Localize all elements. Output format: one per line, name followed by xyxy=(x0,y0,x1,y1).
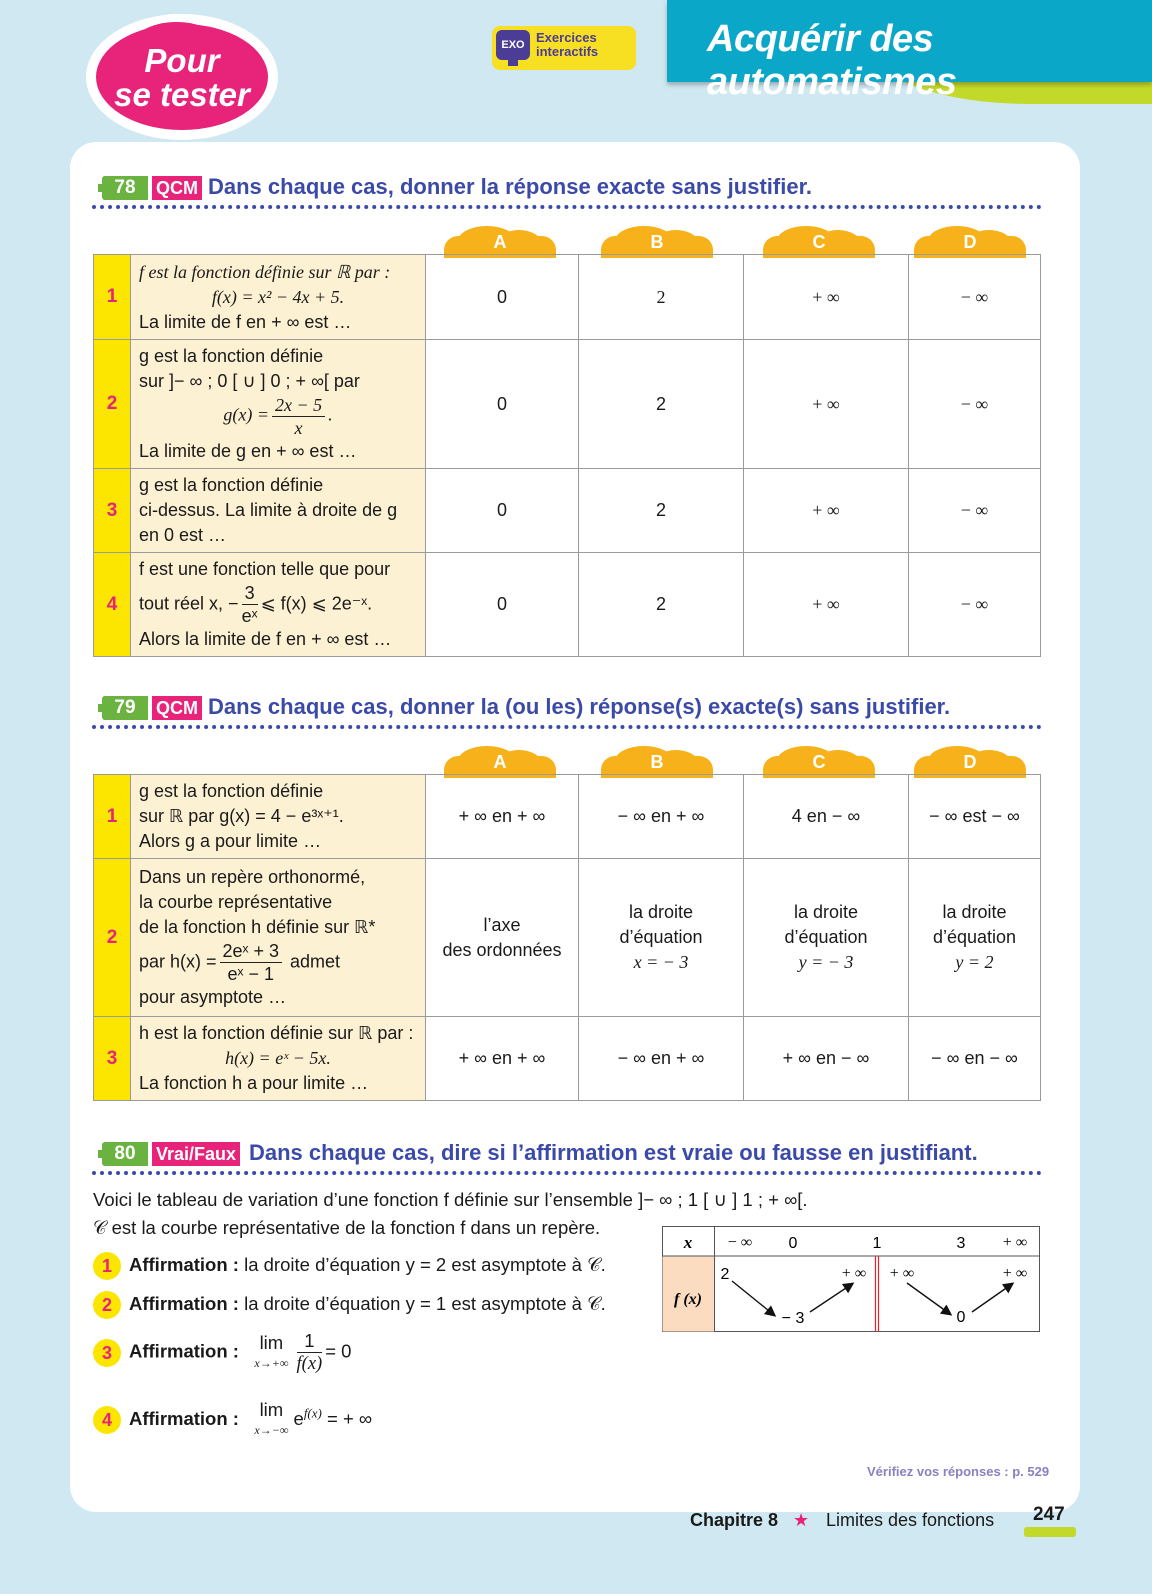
answer-a[interactable]: 0 xyxy=(426,553,579,657)
divider xyxy=(92,1171,1042,1175)
intro-line-1: Voici le tableau de variation d’une fonction f définie sur l’ensemble ]− ∞ ; 1 [ ∪ ] 1 ; + ∞[. xyxy=(93,1189,808,1210)
monitor-icon: EXO xyxy=(496,30,530,60)
table-row xyxy=(94,859,1041,1017)
f-value: 0 xyxy=(956,1309,966,1326)
choice-b-cloud: B xyxy=(601,226,713,256)
affirmation-2: 2 Affirmation : la droite d’équation y = 1 est asymptote à 𝒞. xyxy=(93,1291,606,1319)
section-label: Limites des fonctions xyxy=(826,1510,995,1530)
f-value: + ∞ xyxy=(841,1265,867,1282)
choice-b-cloud: B xyxy=(601,746,713,776)
exercise-title: Dans chaque cas, donner la (ou les) réponse(s) exacte(s) sans justifier. xyxy=(208,694,951,719)
answer-d[interactable]: − ∞ xyxy=(909,469,1041,553)
row-number: 3 xyxy=(94,469,131,553)
exercise-tag: Vrai/Faux xyxy=(152,1142,240,1166)
section-banner xyxy=(667,0,1152,103)
table-row xyxy=(94,469,1041,553)
qcm-79-table xyxy=(93,774,1041,1101)
x-value: 3 xyxy=(956,1235,966,1252)
table-row xyxy=(94,255,1041,340)
answer-d[interactable]: − ∞ en − ∞ xyxy=(909,1017,1041,1101)
badge-line2: se tester xyxy=(114,76,250,113)
f-value: + ∞ xyxy=(889,1265,915,1282)
answer-a[interactable]: l’axe des ordonnées xyxy=(426,859,579,1017)
table-row xyxy=(94,775,1041,859)
exercise-title: Dans chaque cas, dire si l’affirmation est vraie ou fausse en justifiant. xyxy=(249,1140,978,1165)
exercices-interactifs-button[interactable] xyxy=(492,26,636,70)
table-row xyxy=(94,553,1041,657)
page-number-underline xyxy=(1024,1527,1076,1537)
exercise-tag: QCM xyxy=(152,176,202,200)
answer-b[interactable]: − ∞ en + ∞ xyxy=(579,1017,744,1101)
choice-c-cloud: C xyxy=(763,746,875,776)
answer-c[interactable]: + ∞ xyxy=(744,553,909,657)
answer-a[interactable]: + ∞ en + ∞ xyxy=(426,775,579,859)
answer-b[interactable]: 2 xyxy=(579,469,744,553)
x-value: + ∞ xyxy=(1002,1234,1028,1251)
badge-line1: Pour xyxy=(144,42,220,79)
answer-b[interactable]: 2 xyxy=(579,255,744,340)
pour-se-tester-badge xyxy=(86,14,278,140)
choice-a-cloud: A xyxy=(444,226,556,256)
question-statement: g est la fonction définie sur ]− ∞ ; 0 [ ∪ ] 0 ; + ∞[ par g(x) = $\frac{2x - 5}{x}$ . La limite de g en + ∞ est … xyxy=(131,340,426,469)
row-number: 2 xyxy=(94,340,131,469)
table-row xyxy=(94,340,1041,469)
qcm-78-table xyxy=(93,254,1041,657)
answer-d[interactable]: − ∞ xyxy=(909,553,1041,657)
answer-c[interactable]: 4 en − ∞ xyxy=(744,775,909,859)
exo-label: Exercices interactifs xyxy=(536,30,599,59)
chapter-label: Chapitre 8 xyxy=(690,1510,779,1530)
choice-d-cloud: D xyxy=(914,746,1026,776)
exercise-tag: QCM xyxy=(152,696,202,720)
x-value: − ∞ xyxy=(727,1234,753,1251)
answer-c[interactable]: la droite d’équation y = − 3 xyxy=(744,859,909,1017)
exercise-title: Dans chaque cas, donner la réponse exacte sans justifier. xyxy=(208,174,813,199)
answer-a[interactable]: 0 xyxy=(426,469,579,553)
answer-b[interactable]: 2 xyxy=(579,553,744,657)
question-statement: g est la fonction définie sur ℝ par g(x) = 4 − e³ˣ⁺¹. Alors g a pour limite … xyxy=(131,775,426,859)
affirmation-3: 3 Affirmation : lim x→+∞ $\frac{1}{f(x)}$ = 0 xyxy=(93,1330,351,1375)
answer-a[interactable]: + ∞ en + ∞ xyxy=(426,1017,579,1101)
page-number: 247 xyxy=(1033,1504,1065,1525)
question-statement: f est une fonction telle que pour tout réel x, − $\frac{3}{\text{eˣ}}$ ⩽ f(x) ⩽ 2e⁻ˣ. Alors la limite de f en + ∞ est … xyxy=(131,553,426,657)
row-number: 3 xyxy=(94,1017,131,1101)
answer-c[interactable]: + ∞ xyxy=(744,340,909,469)
exercise-number: 78 xyxy=(102,176,148,200)
choice-d-cloud: D xyxy=(914,226,1026,256)
answer-c[interactable]: + ∞ xyxy=(744,469,909,553)
answer-a[interactable]: 0 xyxy=(426,340,579,469)
question-statement: h est la fonction définie sur ℝ par : h(x) = eˣ − 5x. La fonction h a pour limite … xyxy=(131,1017,426,1101)
answer-d[interactable]: − ∞ xyxy=(909,340,1041,469)
variation-table xyxy=(662,1226,1040,1332)
answer-d[interactable]: − ∞ est − ∞ xyxy=(909,775,1041,859)
f-value: − 3 xyxy=(781,1310,805,1327)
question-statement: g est la fonction définie ci-dessus. La limite à droite de g en 0 est … xyxy=(131,469,426,553)
f-value: + ∞ xyxy=(1002,1265,1028,1282)
answer-b[interactable]: 2 xyxy=(579,340,744,469)
divider xyxy=(92,205,1042,209)
x-value: 0 xyxy=(788,1235,798,1252)
question-statement: Dans un repère orthonormé, la courbe représentative de la fonction h définie sur ℝ* par h(x) = $\frac{\text{2eˣ + 3}}{\text{eˣ − 1}}$ admet pour asymptote … xyxy=(131,859,426,1017)
exercise-number: 80 xyxy=(102,1142,148,1166)
answer-d[interactable]: − ∞ xyxy=(909,255,1041,340)
exercise-number: 79 xyxy=(102,696,148,720)
answer-c[interactable]: + ∞ en − ∞ xyxy=(744,1017,909,1101)
row-number: 1 xyxy=(94,775,131,859)
answer-d[interactable]: la droite d’équation y = 2 xyxy=(909,859,1041,1017)
answer-c[interactable]: + ∞ xyxy=(744,255,909,340)
row-number: 2 xyxy=(94,859,131,1017)
star-icon: ★ xyxy=(793,1510,810,1530)
intro-line-2: 𝒞 est la courbe représentative de la fonction f dans un repère. xyxy=(93,1217,601,1238)
f-value: 2 xyxy=(720,1266,730,1283)
affirmation-1: 1 Affirmation : la droite d’équation y = 2 est asymptote à 𝒞. xyxy=(93,1252,606,1280)
x-label: x xyxy=(683,1233,693,1252)
row-number: 1 xyxy=(94,255,131,340)
answer-a[interactable]: 0 xyxy=(426,255,579,340)
banner-title: Acquérir des automatismes xyxy=(707,18,957,103)
answer-b[interactable]: la droite d’équation x = − 3 xyxy=(579,859,744,1017)
verify-answers-link[interactable]: Vérifiez vos réponses : p. 529 xyxy=(867,1464,1050,1479)
answer-b[interactable]: − ∞ en + ∞ xyxy=(579,775,744,859)
f-label: f (x) xyxy=(674,1291,702,1308)
table-row xyxy=(94,1017,1041,1101)
choice-c-cloud: C xyxy=(763,226,875,256)
choice-a-cloud: A xyxy=(444,746,556,776)
affirmation-4: 4 Affirmation : lim x→−∞ $e^{f(x)}$ = + ∞ xyxy=(93,1400,372,1440)
divider xyxy=(92,725,1042,729)
question-statement: f est la fonction définie sur ℝ par : f(x) = x² − 4x + 5. La limite de f en + ∞ est … xyxy=(131,255,426,340)
row-number: 4 xyxy=(94,553,131,657)
x-value: 1 xyxy=(872,1235,882,1252)
